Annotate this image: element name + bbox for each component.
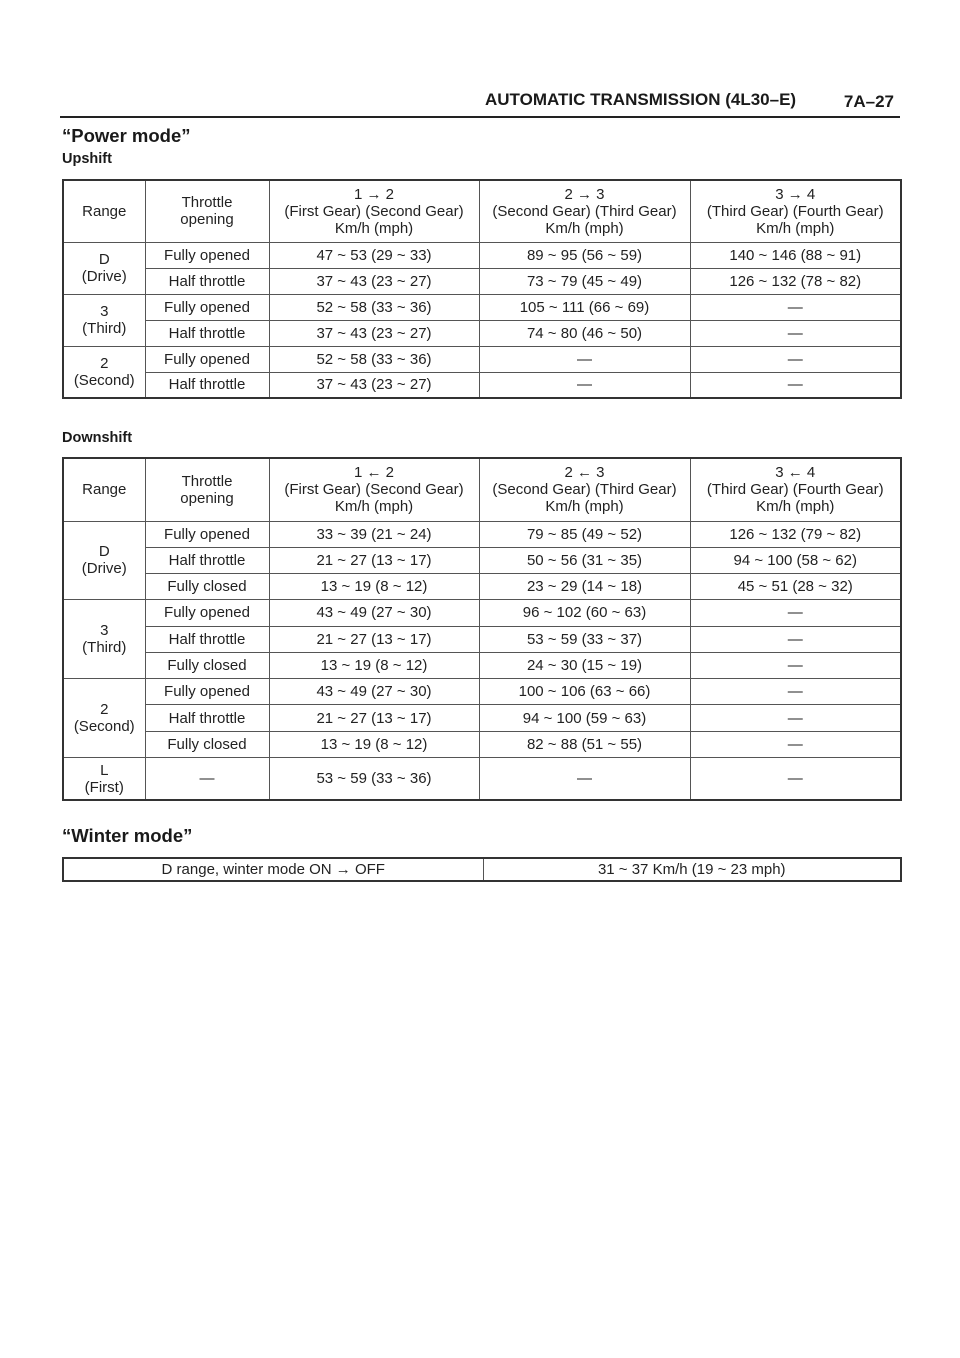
- throttle-cell: Fully opened: [145, 294, 269, 320]
- speed-cell: 37 ~ 43 (23 ~ 27): [269, 372, 479, 398]
- downshift-label: Downshift: [62, 430, 133, 446]
- throttle-header: Throttle opening: [145, 458, 269, 521]
- speed-cell: 89 ~ 95 (56 ~ 59): [479, 242, 690, 268]
- shift-3-2-header: 2 ← 3 (Second Gear) (Third Gear) Km/h (mph): [479, 458, 690, 521]
- speed-cell: —: [690, 652, 901, 678]
- winter-mode-table: [62, 857, 902, 882]
- page-header: [60, 86, 900, 118]
- throttle-cell: Half throttle: [145, 705, 269, 731]
- table-row: [63, 294, 901, 320]
- table-row: [63, 242, 901, 268]
- downshift-table-body: [63, 521, 901, 800]
- table-row: [63, 547, 901, 573]
- speed-cell: 126 ~ 132 (79 ~ 82): [690, 521, 901, 547]
- throttle-cell: Fully opened: [145, 600, 269, 626]
- speed-cell: 53 ~ 59 (33 ~ 37): [479, 626, 690, 652]
- speed-cell: 52 ~ 58 (33 ~ 36): [269, 346, 479, 372]
- speed-cell: 43 ~ 49 (27 ~ 30): [269, 679, 479, 705]
- speed-cell: 140 ~ 146 (88 ~ 91): [690, 242, 901, 268]
- speed-cell: 94 ~ 100 (58 ~ 62): [690, 547, 901, 573]
- speed-cell: —: [690, 346, 901, 372]
- speed-cell: 100 ~ 106 (63 ~ 66): [479, 679, 690, 705]
- throttle-cell: Half throttle: [145, 626, 269, 652]
- speed-cell: 37 ~ 43 (23 ~ 27): [269, 320, 479, 346]
- speed-cell: —: [690, 372, 901, 398]
- speed-cell: 21 ~ 27 (13 ~ 17): [269, 626, 479, 652]
- speed-cell: 82 ~ 88 (51 ~ 55): [479, 731, 690, 757]
- speed-cell: 24 ~ 30 (15 ~ 19): [479, 652, 690, 678]
- table-row: [63, 679, 901, 705]
- speed-cell: —: [690, 626, 901, 652]
- speed-cell: 13 ~ 19 (8 ~ 12): [269, 652, 479, 678]
- range-cell: 2 (Second): [63, 346, 145, 398]
- speed-cell: —: [690, 758, 901, 800]
- shift-1-2-header: 1 → 2 (First Gear) (Second Gear) Km/h (mph): [269, 180, 479, 242]
- table-row: [63, 758, 901, 800]
- range-header: Range: [63, 180, 145, 242]
- speed-cell: 53 ~ 59 (33 ~ 36): [269, 758, 479, 800]
- speed-cell: 105 ~ 111 (66 ~ 69): [479, 294, 690, 320]
- speed-cell: 43 ~ 49 (27 ~ 30): [269, 600, 479, 626]
- speed-cell: —: [690, 705, 901, 731]
- winter-value-cell: 31 ~ 37 Km/h (19 ~ 23 mph): [483, 858, 901, 881]
- downshift-table: [62, 457, 902, 801]
- speed-cell: 47 ~ 53 (29 ~ 33): [269, 242, 479, 268]
- range-cell: 3 (Third): [63, 294, 145, 346]
- speed-cell: 73 ~ 79 (45 ~ 49): [479, 268, 690, 294]
- speed-cell: 52 ~ 58 (33 ~ 36): [269, 294, 479, 320]
- table-row: [63, 858, 901, 881]
- speed-cell: 13 ~ 19 (8 ~ 12): [269, 574, 479, 600]
- table-row: [63, 652, 901, 678]
- speed-cell: 79 ~ 85 (49 ~ 52): [479, 521, 690, 547]
- throttle-cell: Fully closed: [145, 574, 269, 600]
- speed-cell: 13 ~ 19 (8 ~ 12): [269, 731, 479, 757]
- table-row: [63, 372, 901, 398]
- speed-cell: —: [479, 758, 690, 800]
- table-row: [63, 346, 901, 372]
- throttle-cell: Half throttle: [145, 372, 269, 398]
- speed-cell: 126 ~ 132 (78 ~ 82): [690, 268, 901, 294]
- power-mode-heading: “Power mode”: [62, 125, 191, 146]
- throttle-cell: Fully opened: [145, 346, 269, 372]
- speed-cell: —: [690, 679, 901, 705]
- speed-cell: 33 ~ 39 (21 ~ 24): [269, 521, 479, 547]
- speed-cell: 50 ~ 56 (31 ~ 35): [479, 547, 690, 573]
- speed-cell: 21 ~ 27 (13 ~ 17): [269, 547, 479, 573]
- speed-cell: —: [479, 346, 690, 372]
- speed-cell: —: [690, 320, 901, 346]
- table-row: [63, 626, 901, 652]
- speed-cell: 74 ~ 80 (46 ~ 50): [479, 320, 690, 346]
- upshift-table: [62, 179, 902, 399]
- throttle-cell: Fully opened: [145, 679, 269, 705]
- range-cell: D (Drive): [63, 521, 145, 600]
- range-cell: 3 (Third): [63, 600, 145, 679]
- range-cell: L (First): [63, 758, 145, 800]
- throttle-cell: Fully closed: [145, 731, 269, 757]
- throttle-header: Throttle opening: [145, 180, 269, 242]
- table-row: [63, 731, 901, 757]
- shift-4-3-header: 3 ← 4 (Third Gear) (Fourth Gear) Km/h (mph): [690, 458, 901, 521]
- speed-cell: 21 ~ 27 (13 ~ 17): [269, 705, 479, 731]
- table-header-row: [63, 458, 901, 521]
- shift-2-1-header: 1 ← 2 (First Gear) (Second Gear) Km/h (mph): [269, 458, 479, 521]
- throttle-cell: Half throttle: [145, 547, 269, 573]
- upshift-label: Upshift: [62, 151, 112, 167]
- shift-3-4-header: 3 → 4 (Third Gear) (Fourth Gear) Km/h (mph): [690, 180, 901, 242]
- table-row: [63, 705, 901, 731]
- section-title: AUTOMATIC TRANSMISSION (4L30–E): [485, 90, 797, 109]
- range-header: Range: [63, 458, 145, 521]
- speed-cell: 23 ~ 29 (14 ~ 18): [479, 574, 690, 600]
- table-row: [63, 574, 901, 600]
- throttle-cell: Fully opened: [145, 521, 269, 547]
- shift-2-3-header: 2 → 3 (Second Gear) (Third Gear) Km/h (mph): [479, 180, 690, 242]
- table-row: [63, 521, 901, 547]
- table-row: [63, 320, 901, 346]
- page-number: 7A–27: [843, 92, 894, 111]
- table-row: [63, 600, 901, 626]
- winter-condition-cell: D range, winter mode ON → OFF: [63, 858, 483, 881]
- speed-cell: —: [690, 731, 901, 757]
- upshift-table-body: [63, 242, 901, 398]
- speed-cell: 37 ~ 43 (23 ~ 27): [269, 268, 479, 294]
- range-cell: D (Drive): [63, 242, 145, 294]
- winter-mode-heading: “Winter mode”: [62, 825, 193, 846]
- speed-cell: —: [690, 294, 901, 320]
- range-cell: 2 (Second): [63, 679, 145, 758]
- throttle-cell: Fully opened: [145, 242, 269, 268]
- throttle-cell: Half throttle: [145, 320, 269, 346]
- table-header-row: [63, 180, 901, 242]
- throttle-cell: Fully closed: [145, 652, 269, 678]
- speed-cell: 96 ~ 102 (60 ~ 63): [479, 600, 690, 626]
- throttle-cell: Half throttle: [145, 268, 269, 294]
- table-row: [63, 268, 901, 294]
- speed-cell: —: [690, 600, 901, 626]
- speed-cell: 45 ~ 51 (28 ~ 32): [690, 574, 901, 600]
- speed-cell: 94 ~ 100 (59 ~ 63): [479, 705, 690, 731]
- throttle-cell: —: [145, 758, 269, 800]
- speed-cell: —: [479, 372, 690, 398]
